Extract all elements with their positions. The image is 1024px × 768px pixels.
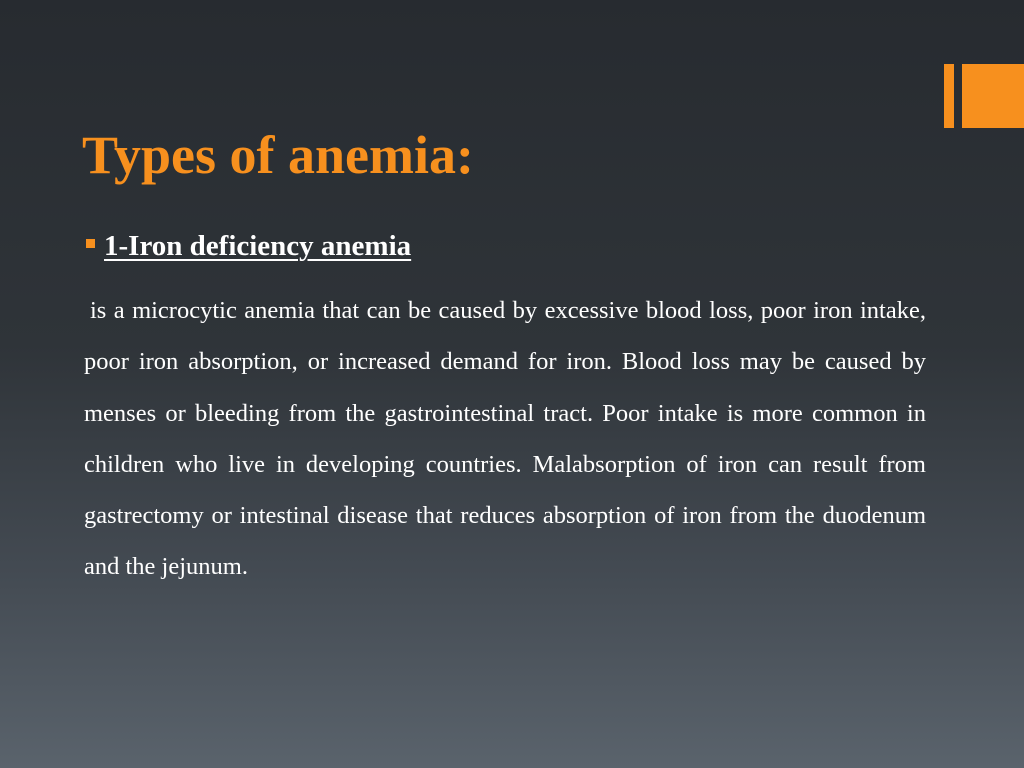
accent-bar-thin [944, 64, 954, 128]
body-paragraph [84, 285, 926, 593]
square-bullet-icon [86, 239, 95, 248]
bullet-heading: 1-Iron deficiency anemia [104, 229, 412, 262]
accent-bar-thick [962, 64, 1024, 128]
bullet-item [86, 226, 411, 266]
paragraph-text: is a microcytic anemia that can be caused by excessive blood loss, poor iron intake, poor iron absorption, or increased demand for iron. Blood loss may be caused by menses or bleeding from the gastrointestinal tract. Poor intake is more common in children who live in developing countries. Malabsorption of iron can result from gastrectomy or intestinal disease that reduces absorption of iron from the duodenum and the jejunum. [84, 297, 926, 581]
slide-title: Types of anemia: [82, 125, 474, 185]
